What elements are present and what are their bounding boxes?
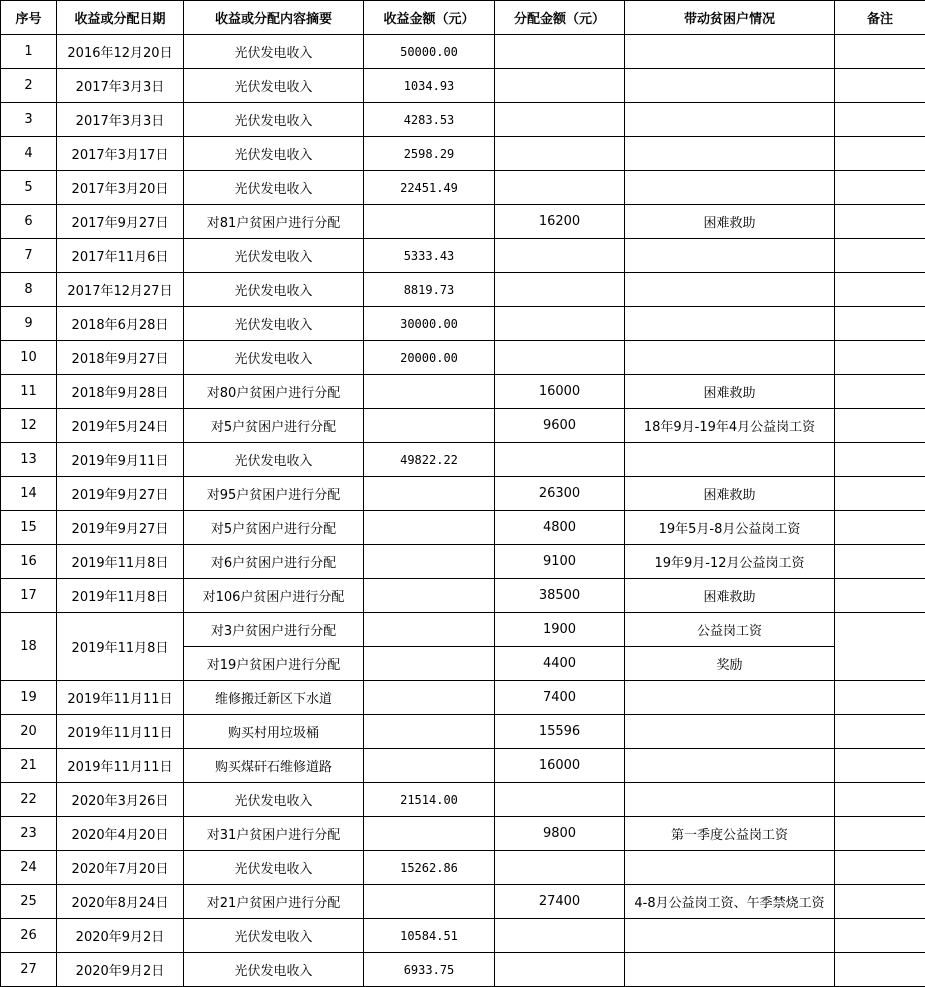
row-number: 19 [1, 681, 57, 715]
table-row [1, 69, 925, 103]
row-number: 12 [1, 409, 57, 443]
row-remark [835, 715, 925, 749]
row-distribution [495, 103, 625, 137]
row-household-note: 困难救助 [625, 205, 835, 239]
row-distribution: 9800 [495, 817, 625, 851]
row-remark [835, 681, 925, 715]
row-household-note: 困难救助 [625, 375, 835, 409]
row-distribution: 4800 [495, 511, 625, 545]
row-income [364, 205, 495, 239]
table-row [1, 851, 925, 885]
row-distribution [495, 443, 625, 477]
row-number: 5 [1, 171, 57, 205]
row-summary: 对81户贫困户进行分配 [184, 205, 364, 239]
row-distribution: 26300 [495, 477, 625, 511]
row-distribution [495, 851, 625, 885]
row-summary: 购买煤矸石维修道路 [184, 749, 364, 783]
header-cell: 序号 [1, 1, 57, 35]
row-summary: 光伏发电收入 [184, 69, 364, 103]
row-household-note [625, 953, 835, 987]
row-household-note [625, 783, 835, 817]
row-distribution: 16000 [495, 375, 625, 409]
table-row [1, 443, 925, 477]
row-number: 9 [1, 307, 57, 341]
row-remark [835, 69, 925, 103]
row-date: 2017年3月3日 [57, 103, 184, 137]
row-household-note: 第一季度公益岗工资 [625, 817, 835, 851]
row-household-note [625, 681, 835, 715]
row-household-note [625, 171, 835, 205]
row-date: 2019年11月11日 [57, 681, 184, 715]
row-distribution [495, 69, 625, 103]
row-remark [835, 477, 925, 511]
row-remark [835, 341, 925, 375]
header-cell: 收益金额（元） [364, 1, 495, 35]
row-distribution: 16200 [495, 205, 625, 239]
row-household-note [625, 715, 835, 749]
row-number: 17 [1, 579, 57, 613]
row-income [364, 715, 495, 749]
row-remark [835, 205, 925, 239]
row-household-note: 公益岗工资 [625, 613, 835, 647]
row-date: 2019年11月11日 [57, 749, 184, 783]
table-row [1, 681, 925, 715]
row-number: 23 [1, 817, 57, 851]
row-summary: 光伏发电收入 [184, 103, 364, 137]
row-summary: 对80户贫困户进行分配 [184, 375, 364, 409]
row-remark [835, 35, 925, 69]
row-household-note [625, 341, 835, 375]
table-row [1, 103, 925, 137]
row-household-note [625, 239, 835, 273]
table-row [1, 239, 925, 273]
row-summary: 对6户贫困户进行分配 [184, 545, 364, 579]
row-summary: 对95户贫困户进行分配 [184, 477, 364, 511]
row-summary: 对21户贫困户进行分配 [184, 885, 364, 919]
table-row [1, 885, 925, 919]
row-distribution [495, 783, 625, 817]
row-remark [835, 851, 925, 885]
row-income: 8819.73 [364, 273, 495, 307]
row-date: 2018年9月28日 [57, 375, 184, 409]
row-household-note: 奖励 [625, 647, 835, 681]
row-distribution [495, 919, 625, 953]
row-summary: 对19户贫困户进行分配 [184, 647, 364, 681]
table-row [1, 477, 925, 511]
row-household-note: 困难救助 [625, 579, 835, 613]
row-number: 11 [1, 375, 57, 409]
row-date: 2017年3月3日 [57, 69, 184, 103]
row-date: 2019年11月8日 [57, 579, 184, 613]
table-row [1, 953, 925, 987]
row-distribution: 9100 [495, 545, 625, 579]
row-date: 2019年9月11日 [57, 443, 184, 477]
table-row [1, 375, 925, 409]
row-income: 4283.53 [364, 103, 495, 137]
row-date: 2017年3月20日 [57, 171, 184, 205]
row-income: 21514.00 [364, 783, 495, 817]
row-income: 20000.00 [364, 341, 495, 375]
row-remark [835, 613, 925, 681]
row-number: 25 [1, 885, 57, 919]
row-summary: 光伏发电收入 [184, 953, 364, 987]
row-income [364, 511, 495, 545]
row-remark [835, 239, 925, 273]
table-row [1, 715, 925, 749]
table-row [1, 273, 925, 307]
row-summary: 光伏发电收入 [184, 919, 364, 953]
row-number: 8 [1, 273, 57, 307]
header-cell: 带动贫困户情况 [625, 1, 835, 35]
row-income: 1034.93 [364, 69, 495, 103]
row-distribution [495, 307, 625, 341]
row-date: 2016年12月20日 [57, 35, 184, 69]
row-summary: 光伏发电收入 [184, 35, 364, 69]
row-income: 15262.86 [364, 851, 495, 885]
row-summary: 光伏发电收入 [184, 239, 364, 273]
row-household-note: 困难救助 [625, 477, 835, 511]
table-row [1, 817, 925, 851]
row-number: 21 [1, 749, 57, 783]
row-number: 27 [1, 953, 57, 987]
header-cell: 备注 [835, 1, 925, 35]
row-number: 26 [1, 919, 57, 953]
row-date: 2019年9月27日 [57, 511, 184, 545]
row-income: 30000.00 [364, 307, 495, 341]
row-income [364, 375, 495, 409]
row-date: 2019年11月8日 [57, 613, 184, 681]
table-row [1, 579, 925, 613]
row-distribution: 1900 [495, 613, 625, 647]
row-income [364, 817, 495, 851]
row-summary: 购买村用垃圾桶 [184, 715, 364, 749]
row-remark [835, 307, 925, 341]
ledger-body [1, 35, 925, 987]
row-distribution: 4400 [495, 647, 625, 681]
row-income: 6933.75 [364, 953, 495, 987]
row-date: 2020年8月24日 [57, 885, 184, 919]
row-household-note: 4-8月公益岗工资、午季禁烧工资 [625, 885, 835, 919]
row-remark [835, 137, 925, 171]
row-summary: 光伏发电收入 [184, 443, 364, 477]
row-number: 24 [1, 851, 57, 885]
header-row [1, 1, 925, 35]
row-income [364, 749, 495, 783]
table-row [1, 205, 925, 239]
header-cell: 收益或分配日期 [57, 1, 184, 35]
row-number: 3 [1, 103, 57, 137]
row-date: 2020年4月20日 [57, 817, 184, 851]
row-remark [835, 885, 925, 919]
row-number: 22 [1, 783, 57, 817]
row-summary: 维修搬迁新区下水道 [184, 681, 364, 715]
table-row [1, 783, 925, 817]
row-income [364, 409, 495, 443]
row-distribution [495, 239, 625, 273]
row-household-note [625, 137, 835, 171]
header-cell: 分配金额（元） [495, 1, 625, 35]
row-distribution [495, 35, 625, 69]
row-remark [835, 409, 925, 443]
row-household-note: 18年9月-19年4月公益岗工资 [625, 409, 835, 443]
row-income [364, 545, 495, 579]
row-date: 2020年7月20日 [57, 851, 184, 885]
row-summary: 光伏发电收入 [184, 273, 364, 307]
row-date: 2018年9月27日 [57, 341, 184, 375]
row-summary: 光伏发电收入 [184, 783, 364, 817]
row-distribution: 7400 [495, 681, 625, 715]
row-number: 16 [1, 545, 57, 579]
row-number: 7 [1, 239, 57, 273]
row-income [364, 681, 495, 715]
row-remark [835, 171, 925, 205]
row-remark [835, 375, 925, 409]
row-number: 14 [1, 477, 57, 511]
row-household-note [625, 103, 835, 137]
row-income [364, 885, 495, 919]
row-income [364, 647, 495, 681]
row-date: 2017年3月17日 [57, 137, 184, 171]
row-summary: 对5户贫困户进行分配 [184, 409, 364, 443]
row-date: 2019年11月8日 [57, 545, 184, 579]
row-income: 10584.51 [364, 919, 495, 953]
row-date: 2019年11月11日 [57, 715, 184, 749]
table-row [1, 919, 925, 953]
row-date: 2017年9月27日 [57, 205, 184, 239]
row-distribution [495, 953, 625, 987]
row-summary: 光伏发电收入 [184, 171, 364, 205]
row-household-note [625, 919, 835, 953]
row-number: 2 [1, 69, 57, 103]
row-summary: 对3户贫困户进行分配 [184, 613, 364, 647]
row-remark [835, 579, 925, 613]
row-date: 2020年9月2日 [57, 953, 184, 987]
row-distribution: 9600 [495, 409, 625, 443]
row-remark [835, 511, 925, 545]
row-income: 22451.49 [364, 171, 495, 205]
row-remark [835, 919, 925, 953]
row-distribution: 16000 [495, 749, 625, 783]
row-remark [835, 545, 925, 579]
row-household-note [625, 443, 835, 477]
row-income: 5333.43 [364, 239, 495, 273]
table-row [1, 341, 925, 375]
row-household-note [625, 851, 835, 885]
row-remark [835, 783, 925, 817]
table-row [1, 511, 925, 545]
row-remark [835, 443, 925, 477]
row-household-note: 19年9月-12月公益岗工资 [625, 545, 835, 579]
row-summary: 光伏发电收入 [184, 341, 364, 375]
row-date: 2017年11月6日 [57, 239, 184, 273]
row-household-note [625, 273, 835, 307]
row-income [364, 613, 495, 647]
header-cell: 收益或分配内容摘要 [184, 1, 364, 35]
row-distribution: 38500 [495, 579, 625, 613]
row-number: 15 [1, 511, 57, 545]
row-summary: 光伏发电收入 [184, 851, 364, 885]
table-row [1, 749, 925, 783]
table-row [1, 307, 925, 341]
row-income: 49822.22 [364, 443, 495, 477]
row-remark [835, 817, 925, 851]
row-household-note: 19年5月-8月公益岗工资 [625, 511, 835, 545]
row-summary: 光伏发电收入 [184, 307, 364, 341]
row-date: 2020年3月26日 [57, 783, 184, 817]
row-date: 2019年9月27日 [57, 477, 184, 511]
row-summary: 光伏发电收入 [184, 137, 364, 171]
table-row [1, 409, 925, 443]
table-row [1, 545, 925, 579]
row-number: 20 [1, 715, 57, 749]
table-row [1, 171, 925, 205]
row-distribution [495, 341, 625, 375]
row-date: 2020年9月2日 [57, 919, 184, 953]
row-income [364, 579, 495, 613]
row-summary: 对5户贫困户进行分配 [184, 511, 364, 545]
row-household-note [625, 35, 835, 69]
row-number: 18 [1, 613, 57, 681]
row-remark [835, 103, 925, 137]
row-date: 2019年5月24日 [57, 409, 184, 443]
row-summary: 对106户贫困户进行分配 [184, 579, 364, 613]
row-number: 4 [1, 137, 57, 171]
row-date: 2018年6月28日 [57, 307, 184, 341]
table-row [1, 613, 925, 647]
row-summary: 对31户贫困户进行分配 [184, 817, 364, 851]
row-income: 2598.29 [364, 137, 495, 171]
row-distribution: 27400 [495, 885, 625, 919]
row-income: 50000.00 [364, 35, 495, 69]
row-distribution [495, 171, 625, 205]
row-distribution: 15596 [495, 715, 625, 749]
row-remark [835, 273, 925, 307]
row-number: 6 [1, 205, 57, 239]
row-household-note [625, 69, 835, 103]
row-number: 10 [1, 341, 57, 375]
row-distribution [495, 273, 625, 307]
row-number: 13 [1, 443, 57, 477]
row-number: 1 [1, 35, 57, 69]
row-household-note [625, 749, 835, 783]
row-remark [835, 749, 925, 783]
row-income [364, 477, 495, 511]
row-date: 2017年12月27日 [57, 273, 184, 307]
row-household-note [625, 307, 835, 341]
row-remark [835, 953, 925, 987]
table-row [1, 137, 925, 171]
table-row [1, 35, 925, 69]
row-distribution [495, 137, 625, 171]
